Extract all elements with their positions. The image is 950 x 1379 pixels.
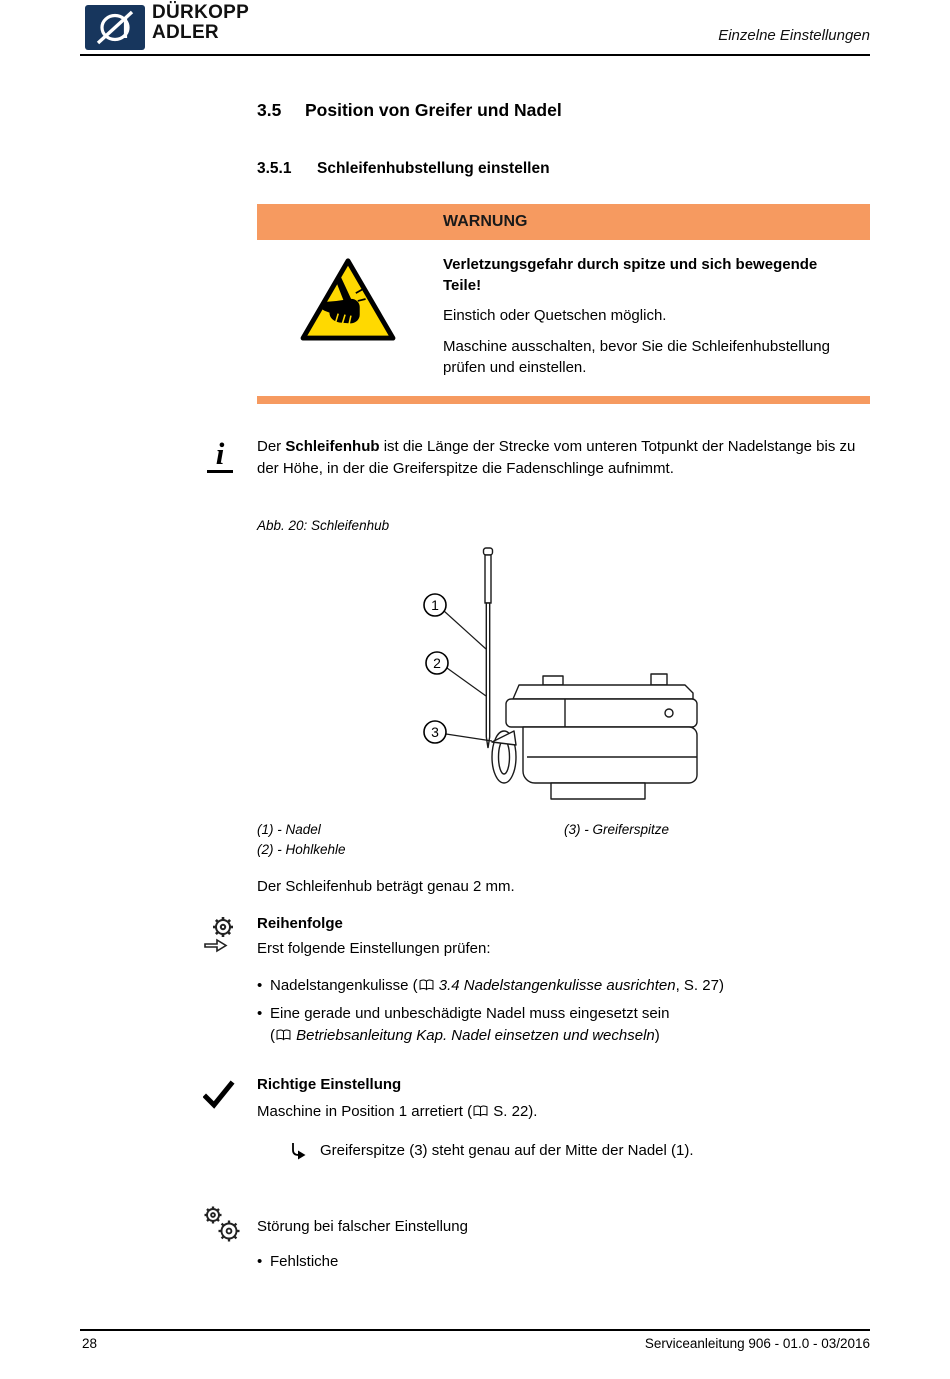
result-text: Greiferspitze (3) steht genau auf der Mitte der Nadel (1). — [320, 1142, 694, 1159]
callout-1-label: 1 — [431, 597, 439, 613]
gears-icon — [200, 1202, 244, 1253]
warning-body — [257, 240, 870, 396]
list-item: • Eine gerade und unbeschädigte Nadel muss eingesetzt sein ( Betriebsanleitung Kap. Nadel einsetzen und wechseln) — [257, 1003, 870, 1048]
sequence-section — [257, 913, 870, 1053]
info-note — [215, 436, 870, 480]
warning-box — [257, 204, 870, 404]
callout-2-label: 2 — [433, 655, 441, 671]
footer-rule — [80, 1329, 870, 1331]
info-icon: i — [207, 440, 233, 473]
page-number: 28 — [82, 1336, 98, 1351]
correct-setting-text: Maschine in Position 1 arretiert ( S. 22). — [257, 1101, 870, 1124]
header-rule — [80, 54, 870, 56]
warning-consequence-text: Einstich oder Quetschen möglich. — [443, 307, 667, 324]
section-title: Position von Greifer und Nadel — [305, 100, 562, 120]
subsection-heading — [257, 160, 550, 178]
list-item: • Fehlstiche — [257, 1251, 870, 1273]
logo-line1: DÜRKOPP — [152, 2, 250, 23]
info-term: Schleifenhub — [285, 438, 380, 455]
fault-section — [257, 1216, 870, 1278]
sequence-intro: Erst folgende Einstellungen prüfen: — [257, 940, 491, 957]
sequence-bullet-list — [257, 975, 870, 1048]
logo-wordmark — [152, 3, 249, 43]
durkopp-adler-logo — [85, 5, 145, 55]
legend-item-3: (3) - Greiferspitze — [564, 822, 670, 837]
fault-bullet-1: Fehlstiche — [270, 1253, 339, 1270]
header-chapter-title: Einzelne Einstellungen — [718, 27, 870, 44]
sequence-heading: Reihenfolge — [257, 915, 343, 932]
callout-3-label: 3 — [431, 724, 439, 740]
checkmark-icon — [203, 1080, 235, 1117]
warning-title: WARNUNG — [443, 213, 528, 230]
logo-emblem-icon — [85, 5, 145, 50]
needle-hook-drawing — [415, 545, 715, 813]
subsection-title: Schleifenhubstellung einstellen — [317, 160, 550, 177]
sharp-hazard-warning-icon — [299, 256, 397, 348]
figure-caption: Abb. 20: Schleifenhub — [257, 518, 390, 533]
correct-setting-section — [257, 1074, 870, 1162]
warning-footer-bar — [257, 396, 870, 404]
fault-bullet-list — [257, 1251, 870, 1273]
legend-item-2: (2) - Hohlkehle — [257, 842, 346, 857]
logo-line2: ADLER — [152, 22, 219, 43]
result-arrow-icon — [288, 1142, 307, 1167]
list-item: • Nadelstangenkulisse ( 3.4 Nadelstangenkulisse ausrichten, S. 27) — [257, 975, 870, 998]
result-row — [257, 1140, 870, 1162]
book-reference-icon — [472, 1102, 489, 1124]
book-reference-icon — [418, 976, 435, 998]
warning-header — [257, 204, 870, 240]
warning-measure-text: Maschine ausschalten, bevor Sie die Schleifenhubstellung prüfen und einstellen. — [443, 338, 830, 376]
legend-item-1: (1) - Nadel — [257, 822, 321, 837]
warning-hazard-text: Verletzungsgefahr durch spitze und sich bewegende Teile! — [443, 256, 818, 294]
fault-heading: Störung bei falscher Einstellung — [257, 1218, 468, 1235]
correct-setting-heading: Richtige Einstellung — [257, 1076, 402, 1093]
schleifenhub-value-text: Der Schleifenhub beträgt genau 2 mm. — [257, 878, 515, 895]
info-text: Der Schleifenhub ist die Länge der Strecke vom unteren Totpunkt der Nadelstange bis zu der Höhe, in der die Greiferspitze die Fadenschlinge aufnimmt. — [257, 438, 856, 477]
figure-legend — [257, 820, 870, 860]
section-number: 3.5 — [257, 100, 282, 120]
subsection-number: 3.5.1 — [257, 160, 292, 177]
sequence-bullet-1: Nadelstangenkulisse ( 3.4 Nadelstangenkulisse ausrichten, S. 27) — [270, 975, 724, 998]
sequence-bullet-2: Eine gerade und unbeschädigte Nadel muss eingesetzt sein ( Betriebsanleitung Kap. Nadel einsetzen und wechseln) — [270, 1003, 669, 1048]
sequence-gear-arrow-icon — [203, 915, 241, 962]
figure-schleifenhub — [257, 545, 870, 817]
section-heading — [257, 100, 562, 121]
footer-doc-info: Serviceanleitung 906 - 01.0 - 03/2016 — [644, 1336, 870, 1351]
book-reference-icon — [275, 1026, 292, 1048]
